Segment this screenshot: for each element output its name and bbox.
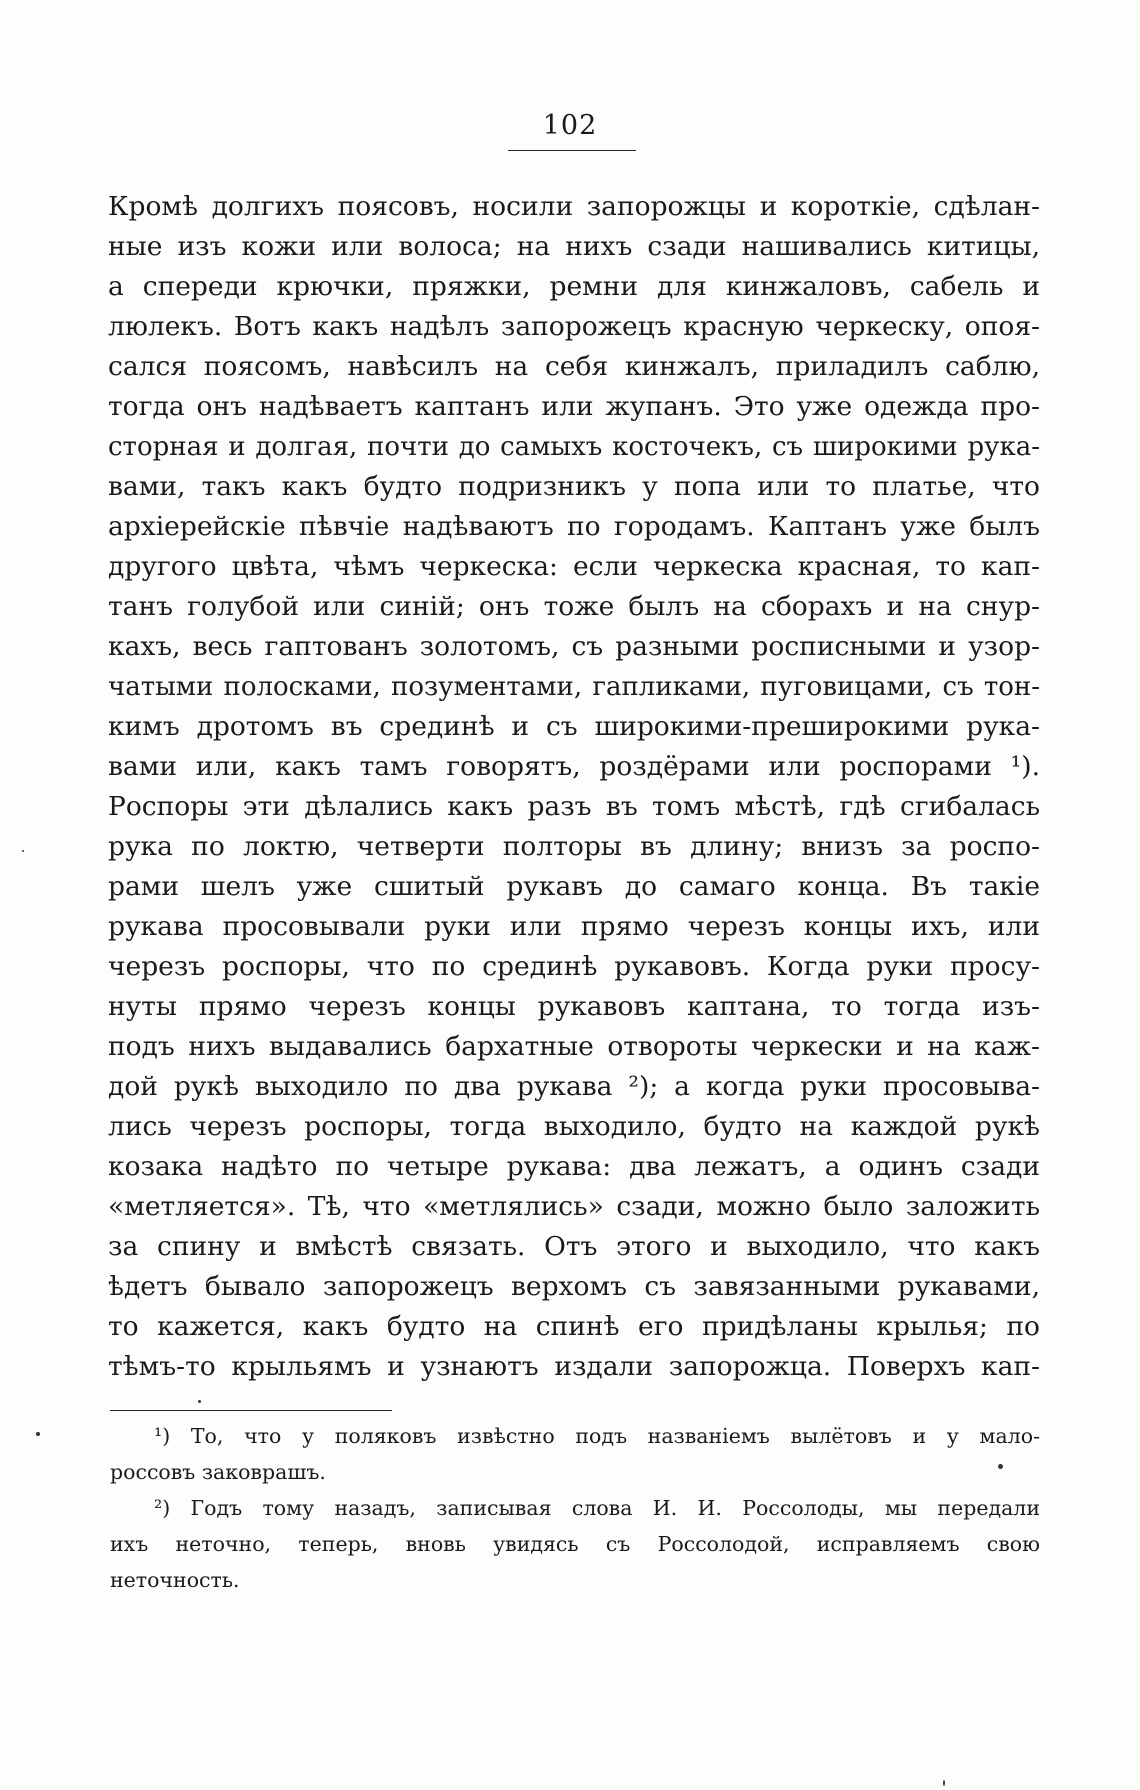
footnote-line: ихъ неточно, теперь, вновь увидясь съ Россолодой, исправляемъ свою (110, 1532, 1040, 1556)
text-line: кахъ, весь гаптованъ золотомъ, съ разными росписными и узор- (108, 631, 1040, 662)
ink-speck (943, 1780, 945, 1786)
text-line: тѣмъ-то крыльямъ и узнаютъ издали запорожца. Поверхъ кап- (108, 1351, 1040, 1382)
ink-speck (22, 850, 24, 852)
text-line: ные изъ кожи или волоса; на нихъ сзади нашивались китицы, (108, 231, 1040, 262)
text-line: то кажется, какъ будто на спинѣ его придѣланы крылья; по (108, 1311, 1040, 1342)
ink-speck (36, 1432, 40, 1436)
text-line: Кромѣ долгихъ поясовъ, носили запорожцы и короткіе, сдѣлан- (108, 191, 1040, 222)
text-line: вами или, какъ тамъ говорятъ, роздёрами или роспорами ¹). (108, 751, 1040, 782)
text-line: за спину и вмѣстѣ связать. Отъ этого и выходило, что какъ (108, 1231, 1040, 1262)
text-line: рука по локтю, четверти полторы въ длину; внизъ за роспо- (108, 831, 1040, 862)
footnote-line: россовъ заковрашъ. (110, 1460, 326, 1484)
text-line: чатыми полосками, позументами, гапликами, пуговицами, съ тон- (108, 672, 1040, 702)
page-number-rule (508, 150, 636, 151)
text-line: «метляется». Тѣ, что «метлялись» сзади, можно было заложить (108, 1191, 1040, 1222)
ink-speck (998, 1464, 1003, 1469)
footnote-rule (110, 1410, 392, 1411)
footnote-line: неточность. (110, 1568, 240, 1592)
footnote-line: ²) Годъ тому назадъ, записывая слова И. И. Россолоды, мы передали (154, 1496, 1040, 1520)
footnotes (110, 1418, 1040, 1598)
text-line: другого цвѣта, чѣмъ черкеска: если черкеска красная, то кап- (108, 551, 1040, 582)
page-number: 102 (542, 110, 598, 141)
text-line: сался поясомъ, навѣсилъ на себя кинжалъ, приладилъ саблю, (108, 351, 1040, 382)
text-line: ѣдетъ бывало запорожецъ верхомъ съ завязанными рукавами, (108, 1271, 1040, 1302)
footnote-1 (110, 1418, 1040, 1490)
text-line: кимъ дротомъ въ срединѣ и съ широкими-преширокими рука- (108, 711, 1040, 742)
text-line: архіерейскіе пѣвчіе надѣваютъ по городамъ. Каптанъ уже былъ (108, 511, 1040, 542)
text-line: подъ нихъ выдавались бархатные отвороты черкески и на каж- (108, 1031, 1040, 1062)
text-line: Роспоры эти дѣлались какъ разъ въ томъ мѣстѣ, гдѣ сгибалась (108, 791, 1040, 822)
ink-speck (198, 1400, 201, 1403)
footnote-line: ¹) То, что у поляковъ извѣстно подъ названіемъ вылётовъ и у мало- (154, 1424, 1040, 1448)
text-line: нуты прямо черезъ концы рукавовъ каптана, то тогда изъ- (108, 991, 1040, 1022)
text-line: дой рукѣ выходило по два рукава ²); а когда руки просовыва- (108, 1071, 1040, 1102)
text-line: вами, такъ какъ будто подризникъ у попа или то платье, что (108, 471, 1040, 502)
footnote-2 (110, 1490, 1040, 1598)
body-text (108, 187, 1040, 1387)
text-line: люлекъ. Вотъ какъ надѣлъ запорожецъ красную черкеску, опоя- (108, 311, 1040, 342)
text-line: сторная и долгая, почти до самыхъ косточекъ, съ широкими рука- (108, 432, 1040, 462)
text-line: тогда онъ надѣваетъ каптанъ или жупанъ. Это уже одежда про- (108, 391, 1040, 422)
text-line: танъ голубой или синій; онъ тоже былъ на сборахъ и на снур- (108, 591, 1040, 622)
text-line: черезъ роспоры, что по срединѣ рукавовъ. Когда руки просу- (108, 951, 1040, 982)
text-line: рами шелъ уже сшитый рукавъ до самаго конца. Въ такіе (108, 871, 1040, 902)
text-line: лись черезъ роспоры, тогда выходило, будто на каждой рукѣ (108, 1111, 1040, 1142)
text-line: рукава просовывали руки или прямо черезъ концы ихъ, или (108, 911, 1040, 942)
text-line: а спереди крючки, пряжки, ремни для кинжаловъ, сабель и (108, 271, 1040, 302)
text-line: козака надѣто по четыре рукава: два лежатъ, а одинъ сзади (108, 1151, 1040, 1182)
